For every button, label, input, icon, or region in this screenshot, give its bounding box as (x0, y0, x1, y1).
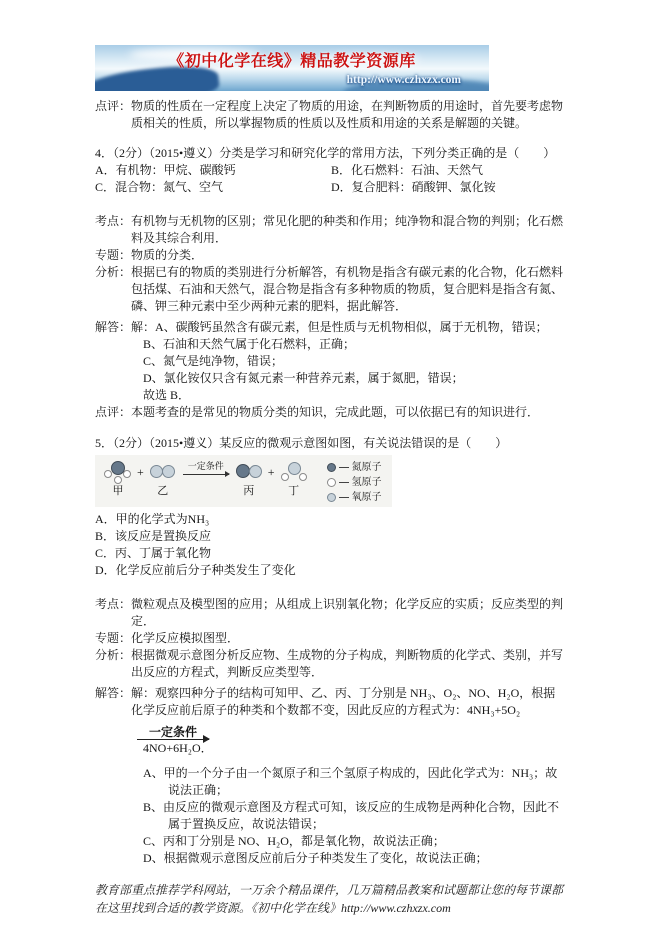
legend-item (327, 475, 382, 490)
fenxi-label: 分析： (95, 648, 132, 662)
fenxi-text: 根据已有的物质的类别进行分析解答，有机物是指含有碳元素的化合物，化石燃料包括煤、石油和天然气，混合物是指含有多种物质的物质，复合肥料是指含有氮、磷、钾三种元素中至少两种元素的肥料，据此解答． (131, 265, 564, 313)
q3-comment-paragraph (95, 98, 564, 132)
kaodian-text: 有机物与无机物的区别；常见化肥的种类和作用；纯净物和混合物的判别；化石燃料及其综合利用． (131, 214, 564, 245)
oxygen-atom-icon (150, 465, 163, 478)
zhuanti-label: 专题： (95, 248, 132, 262)
answer-line: D、根据微观示意图反应前后分子种类发生了变化，故说法正确； (143, 851, 488, 865)
q5-options (95, 511, 564, 579)
footer-text: 教育部重点推荐学科网站，一万余个精品课件，几万篇精品教案和试题都让您的每节课都在这里找到合适的教学资源。《初中化学在线》 (95, 883, 564, 915)
zhuanti-label: 专题： (95, 631, 132, 645)
q4-option-b: B．化石燃料：石油、天然气 (331, 163, 484, 177)
molecule-no (232, 459, 266, 498)
condition-label: 一定条件 (149, 725, 198, 739)
jieda-label: 解答： (95, 320, 132, 334)
legend-dash (339, 467, 349, 468)
molecule-label: 丙 (243, 485, 255, 497)
diagram-legend (327, 460, 382, 505)
zhuanti-text: 化学反应模拟图型． (131, 631, 240, 645)
q4-stem: 4．（2分）（2015•遵义）分类是学习和研究化学的常用方法，下列分类正确的是（ ） (95, 146, 556, 160)
plus-sign: + (137, 465, 144, 479)
footer (95, 881, 564, 917)
arrow-line (137, 739, 209, 740)
q4-zhuanti-paragraph (95, 247, 564, 264)
legend-label: 氢原子 (351, 477, 382, 488)
q5-option-b: B．该反应是置换反应 (95, 529, 212, 543)
oxygen-atom-icon (288, 462, 301, 475)
kaodian-label: 考点： (95, 214, 132, 228)
q4-fenxi-paragraph (95, 264, 564, 315)
hydrogen-atom-icon (114, 476, 122, 484)
legend-dash (339, 482, 349, 483)
q4-dianping-paragraph (95, 404, 564, 421)
answer-line (131, 685, 564, 740)
jieda-label: 解答： (95, 686, 132, 700)
oxygen-legend-icon (327, 493, 336, 502)
legend-item (327, 490, 382, 505)
q5-option-d: D．化学反应前后分子种类发生了变化 (95, 563, 296, 577)
nitrogen-atom-icon (236, 464, 250, 478)
answer-line: 解：A、碳酸钙虽然含有碳元素，但是性质与无机物相似，属于无机物，错误； (131, 320, 548, 334)
q4-option-d: D．复合肥料：硝酸钾、氯化铵 (331, 180, 496, 194)
reaction-condition-arrow (137, 726, 209, 740)
oxygen-atom-icon (162, 465, 175, 478)
molecule-label: 甲 (112, 485, 124, 497)
no-model (233, 459, 265, 485)
dianping-text: 本题考查的是常见的物质分类的知识，完成此题，可以依据已有的知识进行． (131, 405, 540, 419)
legend-label: 氮原子 (351, 462, 382, 473)
oxygen-atom-icon (249, 465, 262, 478)
answer-line: C、丙和丁分别是 NO、H₂O，都是氧化物，故说法正确； (143, 834, 445, 848)
site-banner (95, 45, 489, 91)
molecule-nh3 (101, 459, 135, 498)
fenxi-label: 分析： (95, 265, 132, 279)
banner-url-link[interactable]: http://www.czhxzx.com (346, 74, 461, 86)
legend-dash (339, 497, 349, 498)
q4-options (95, 162, 564, 196)
q5-kaodian-paragraph (95, 596, 564, 630)
nh3-model (102, 459, 134, 485)
molecule-label: 丁 (288, 485, 300, 497)
comment-label: 点评： (95, 99, 132, 113)
jieda-content (131, 685, 564, 867)
molecule-o2 (146, 459, 180, 498)
q5-fenxi-paragraph (95, 647, 564, 681)
hydrogen-legend-icon (327, 478, 336, 487)
answer-line: C、氮气是纯净物，错误； (143, 354, 284, 368)
answer-line: 故选 B． (143, 388, 191, 402)
o2-model (147, 459, 179, 485)
legend-item (327, 460, 382, 475)
condition-label: 一定条件 (187, 461, 224, 471)
q4-jieda-paragraph (95, 319, 564, 404)
fenxi-text: 根据微观示意图分析反应物、生成物的分子构成，判断物质的化学式、类别，并写出反应的方程式，判断反应类型等． (131, 648, 564, 679)
molecule-h2o (277, 459, 311, 498)
footer-url-link[interactable]: http://www.czhxzx.com (341, 901, 451, 915)
equation-text: 解：观察四种分子的结构可知甲、乙、丙、丁分别是 NH₃、O₂、NO、H₂O，根据化学反应前后原子的种类和个数都不变，因此反应的方程式为：4NH₃+5O₂ (131, 686, 556, 717)
nitrogen-atom-icon (111, 461, 125, 475)
q4-option-a: A．有机物：甲烷、碳酸钙 (95, 163, 236, 177)
q5-option-a: A．甲的化学式为NH₃ (95, 512, 210, 526)
equation-line: 4NO+6H₂O． (143, 741, 213, 755)
kaodian-text: 微粒观点及模型图的应用；从组成上识别氧化物；化学反应的实质；反应类型的判定． (131, 597, 564, 628)
hydrogen-atom-icon (299, 473, 307, 481)
q4-kaodian-paragraph (95, 213, 564, 247)
zhuanti-text: 物质的分类． (131, 248, 204, 262)
answer-line: D、氯化铵仅只含有氮元素一种营养元素，属于氮肥，错误； (143, 371, 464, 385)
nitrogen-legend-icon (327, 463, 336, 472)
answer-line: A、甲的一个分子由一个氮原子和三个氢原子构成的，因此化学式为：NH₃；故说法正确； (143, 766, 558, 797)
comment-text: 物质的性质在一定程度上决定了物质的用途，在判断物质的用途时，首先要考虑物质相关的性质，所以掌握物质的性质以及性质和用途的关系是解题的关键。 (131, 99, 564, 130)
kaodian-label: 考点： (95, 597, 132, 611)
molecule-label: 乙 (157, 485, 169, 497)
h2o-model (278, 459, 310, 485)
arrow-line (183, 474, 229, 475)
reaction-arrow (183, 461, 229, 475)
q4-option-c: C．混合物：氮气、空气 (95, 180, 224, 194)
q5-stem: 5．（2分）（2015•遵义）某反应的微观示意图如图，有关说法错误的是（ ） (95, 436, 508, 450)
answer-line: B、由反应的微观示意图及方程式可知，该反应的生成物是两种化合物，因此不属于置换反应，故说法错误； (143, 800, 560, 831)
legend-label: 氧原子 (351, 492, 382, 503)
plus-sign: + (267, 465, 275, 479)
banner-title: 《初中化学在线》精品教学资源库 (168, 53, 416, 70)
q5-zhuanti-paragraph (95, 630, 564, 647)
dianping-label: 点评： (95, 405, 132, 419)
hydrogen-atom-icon (281, 473, 289, 481)
answer-line: B、石油和天然气属于化石燃料，正确； (143, 337, 356, 351)
q5-jieda-paragraph (95, 685, 564, 867)
q5-reaction-diagram (95, 455, 392, 507)
jieda-content (131, 319, 564, 404)
q5-option-c: C．丙、丁属于氧化物 (95, 546, 212, 560)
